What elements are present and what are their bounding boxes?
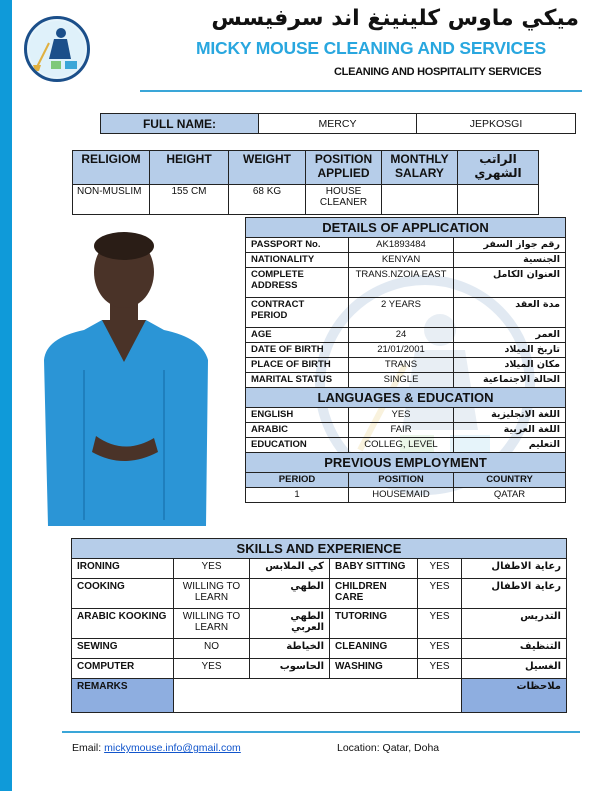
languages-section-title: LANGUAGES & EDUCATION <box>246 388 566 408</box>
period-header: PERIOD <box>246 473 349 488</box>
age-label: AGE <box>246 328 349 343</box>
salary-arabic-value <box>458 185 539 215</box>
dob-value: 21/01/2001 <box>349 343 454 358</box>
weight-header: WEIGHT <box>229 151 306 185</box>
full-name-label: FULL NAME: <box>101 114 259 134</box>
prev-position-value: HOUSEMAID <box>349 488 454 503</box>
remarks-label: REMARKS <box>72 679 174 713</box>
footer-email <box>72 742 241 754</box>
last-name: JEPKOSGI <box>417 114 576 134</box>
marital-arabic: الحالة الاجتماعية <box>454 373 566 388</box>
age-arabic: العمر <box>454 328 566 343</box>
address-value: TRANS.NZOIA EAST <box>349 268 454 298</box>
marital-value: SINGLE <box>349 373 454 388</box>
skill-value: NO <box>174 639 250 659</box>
dob-arabic: تاريخ الميلاد <box>454 343 566 358</box>
height-value: 155 CM <box>150 185 229 215</box>
employment-section-title: PREVIOUS EMPLOYMENT <box>246 453 566 473</box>
nationality-value: KENYAN <box>349 253 454 268</box>
first-name: MERCY <box>259 114 417 134</box>
dob-label: DATE OF BIRTH <box>246 343 349 358</box>
education-label: EDUCATION <box>246 438 349 453</box>
skill-value: YES <box>174 559 250 579</box>
address-label: COMPLETE ADDRESS <box>246 268 349 298</box>
arabic-company-name: ميكي ماوس كلينينغ اند سرفيسس <box>211 6 579 31</box>
skill-arabic: الحاسوب <box>250 659 330 679</box>
contract-label: CONTRACT PERIOD <box>246 298 349 328</box>
passport-label: PASSPORT No. <box>246 238 349 253</box>
full-name-table <box>100 113 576 134</box>
skill-arabic: الطهي <box>250 579 330 609</box>
skill-arabic: التدريس <box>462 609 567 639</box>
skill-value: YES <box>418 639 462 659</box>
period-value: 1 <box>246 488 349 503</box>
marital-label: MARITAL STATUS <box>246 373 349 388</box>
footer-divider <box>62 731 580 733</box>
education-arabic: التعليم <box>454 438 566 453</box>
details-section-title: DETAILS OF APPLICATION <box>246 218 566 238</box>
english-label: ENGLISH <box>246 408 349 423</box>
position-header: POSITION APPLIED <box>306 151 382 185</box>
company-logo <box>24 16 90 82</box>
salary-arabic-header: الراتب الشهري <box>458 151 539 185</box>
pob-label: PLACE OF BIRTH <box>246 358 349 373</box>
skill-arabic: الطهي العربي <box>250 609 330 639</box>
summary-table <box>72 150 539 215</box>
skill-label: CHILDREN CARE <box>330 579 418 609</box>
education-value: COLLEG, LEVEL <box>349 438 454 453</box>
nationality-label: NATIONALITY <box>246 253 349 268</box>
skill-label: CLEANING <box>330 639 418 659</box>
skill-value: YES <box>418 559 462 579</box>
religion-value: NON-MUSLIM <box>73 185 150 215</box>
weight-value: 68 KG <box>229 185 306 215</box>
passport-arabic: رقم جواز السفر <box>454 238 566 253</box>
arabic-arabic: اللغة العربية <box>454 423 566 438</box>
skill-value: YES <box>418 659 462 679</box>
header-divider <box>140 90 582 92</box>
skill-label: COOKING <box>72 579 174 609</box>
position-col-header: POSITION <box>349 473 454 488</box>
skill-value: YES <box>418 609 462 639</box>
email-label: Email: <box>72 742 102 754</box>
nationality-arabic: الجنسية <box>454 253 566 268</box>
contract-value: 2 YEARS <box>349 298 454 328</box>
skill-label: IRONING <box>72 559 174 579</box>
skill-label: SEWING <box>72 639 174 659</box>
skill-value: WILLING TO LEARN <box>174 609 250 639</box>
remarks-value <box>174 679 462 713</box>
skill-label: ARABIC KOOKING <box>72 609 174 639</box>
skill-label: WASHING <box>330 659 418 679</box>
skill-value: YES <box>174 659 250 679</box>
pob-arabic: مكان الميلاد <box>454 358 566 373</box>
skills-table <box>71 538 567 713</box>
skill-value: YES <box>418 579 462 609</box>
skill-value: WILLING TO LEARN <box>174 579 250 609</box>
skills-section-title: SKILLS AND EXPERIENCE <box>72 539 567 559</box>
religion-header: RELIGIOM <box>73 151 150 185</box>
passport-value: AK1893484 <box>349 238 454 253</box>
remarks-arabic: ملاحظات <box>462 679 567 713</box>
skill-label: TUTORING <box>330 609 418 639</box>
pob-value: TRANS <box>349 358 454 373</box>
position-value: HOUSE CLEANER <box>306 185 382 215</box>
skill-arabic: رعاية الاطفال <box>462 579 567 609</box>
salary-value <box>382 185 458 215</box>
applicant-photo <box>26 220 222 526</box>
country-header: COUNTRY <box>454 473 566 488</box>
age-value: 24 <box>349 328 454 343</box>
skill-arabic: رعاية الاطفال <box>462 559 567 579</box>
left-accent-stripe <box>0 0 12 791</box>
arabic-label: ARABIC <box>246 423 349 438</box>
english-value: YES <box>349 408 454 423</box>
skill-arabic: التنظيف <box>462 639 567 659</box>
company-name: MICKY MOUSE CLEANING AND SERVICES <box>196 38 546 58</box>
footer-location: Location: Qatar, Doha <box>337 742 440 754</box>
height-header: HEIGHT <box>150 151 229 185</box>
address-arabic: العنوان الكامل <box>454 268 566 298</box>
email-link[interactable]: mickymouse.info@gmail.com <box>104 742 241 754</box>
details-table <box>245 217 566 503</box>
arabic-value: FAIR <box>349 423 454 438</box>
skill-label: BABY SITTING <box>330 559 418 579</box>
english-arabic: اللغة الانجليزية <box>454 408 566 423</box>
skill-arabic: الخياطة <box>250 639 330 659</box>
skill-arabic: الغسيل <box>462 659 567 679</box>
skill-label: COMPUTER <box>72 659 174 679</box>
skill-arabic: كي الملابس <box>250 559 330 579</box>
company-tagline: CLEANING AND HOSPITALITY SERVICES <box>334 66 542 78</box>
salary-header: MONTHLY SALARY <box>382 151 458 185</box>
contract-arabic: مدة العقد <box>454 298 566 328</box>
country-value: QATAR <box>454 488 566 503</box>
